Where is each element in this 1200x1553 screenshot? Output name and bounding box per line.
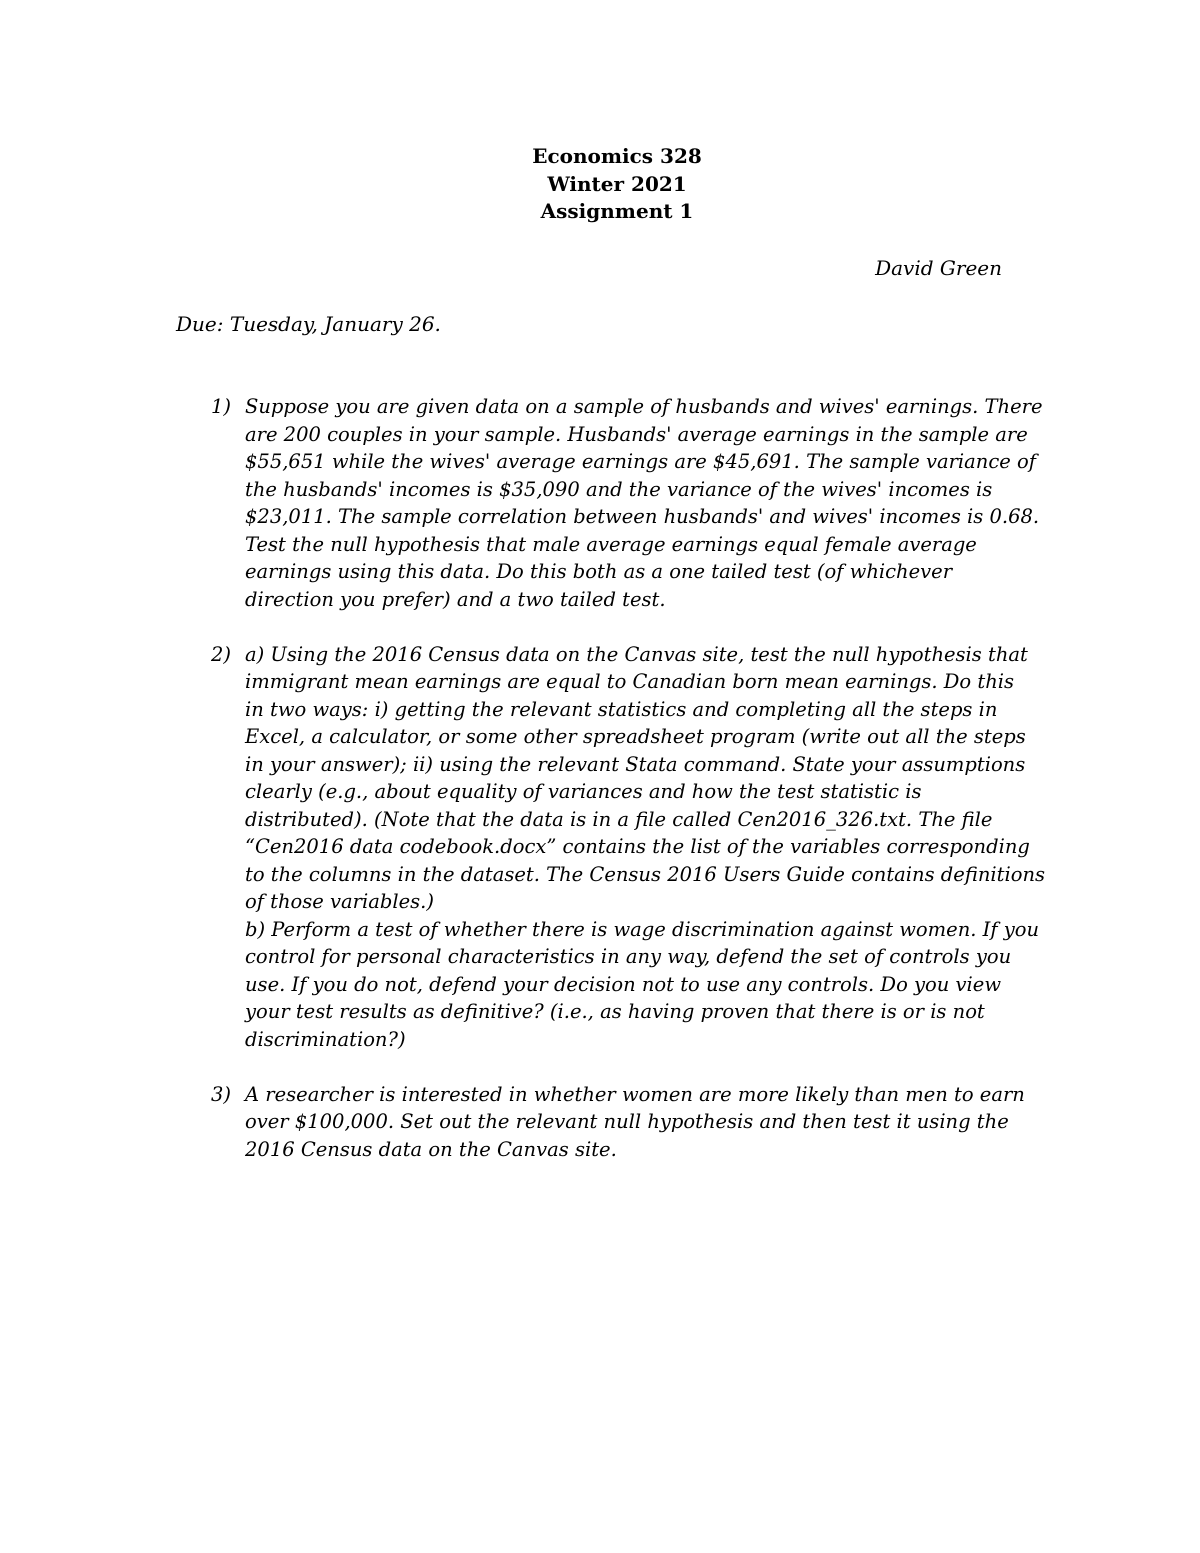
question-2 <box>0 641 1046 1054</box>
question-text-line: Excel, a calculator, or some other spreadsheet program (write out all the steps <box>245 725 1026 748</box>
question-text-line: your test results as definitive? (i.e., as having proven that there is or is not <box>245 1000 985 1023</box>
question-text-line: A researcher is interested in whether women are more likely than men to earn <box>245 1082 1025 1106</box>
question-list <box>0 393 1200 1191</box>
question-text-line: distributed). (Note that the data is in a file called Cen2016_326.txt. The file <box>245 807 993 831</box>
assignment-title: Assignment 1 <box>540 199 694 223</box>
question-text-line: earnings using this data. Do this both as a one tailed test (of whichever <box>245 560 953 583</box>
question-text-line: over $100,000. Set out the relevant null hypothesis and then test it using the <box>245 1110 1009 1133</box>
question-text-line: $55,651 while the wives' average earnings are $45,691. The sample variance of <box>245 450 1036 473</box>
question-text-line: to the columns in the dataset. The Census 2016 Users Guide contains definitions <box>245 862 1046 886</box>
question-number: 2) <box>211 642 232 666</box>
question-text-line: clearly (e.g., about equality of variances and how the test statistic is <box>245 780 922 803</box>
question-text-line: b) Perform a test of whether there is wage discrimination against women. If you <box>245 917 1040 941</box>
question-text-line: discrimination?) <box>245 1027 406 1051</box>
question-text-line: “Cen2016 data codebook.docx” contains the list of the variables corresponding <box>245 835 1030 858</box>
document-header <box>0 143 1200 226</box>
question-1 <box>0 393 1043 613</box>
question-number: 3) <box>211 1082 232 1106</box>
question-text-line: control for personal characteristics in any way, defend the set of controls you <box>245 945 1012 968</box>
question-3 <box>0 1081 1035 1164</box>
question-number: 1) <box>211 395 232 418</box>
question-text-line: Suppose you are given data on a sample of husbands and wives' earnings. There <box>245 395 1043 418</box>
question-text-line: a) Using the 2016 Census data on the Canvas site, test the null hypothesis that <box>245 642 1028 666</box>
question-text-line: use. If you do not, defend your decision not to use any controls. Do you view <box>245 972 1002 996</box>
question-text-line: Test the null hypothesis that male average earnings equal female average <box>245 532 977 556</box>
question-text-line: in two ways: i) getting the relevant statistics and completing all the steps in <box>245 697 998 721</box>
course-title: Economics 328 <box>532 144 702 168</box>
term-title: Winter 2021 <box>547 171 687 196</box>
question-text-line: direction you prefer) and a two tailed test. <box>245 587 666 611</box>
question-text-line: are 200 couples in your sample. Husbands' average earnings in the sample are <box>245 422 1028 446</box>
question-text-line: in your answer); ii) using the relevant Stata command. State your assumptions <box>245 752 1026 776</box>
due-date: Due: Tuesday, January 26. <box>176 312 441 336</box>
question-text-line: 2016 Census data on the Canvas site. <box>245 1137 617 1161</box>
question-text-line: of those variables.) <box>245 890 434 913</box>
question-text-line: immigrant mean earnings are equal to Canadian born mean earnings. Do this <box>245 670 1015 693</box>
author-name: David Green <box>875 256 1002 280</box>
question-text-line: $23,011. The sample correlation between husbands' and wives' incomes is 0.68. <box>245 505 1040 528</box>
question-text-line: the husbands' incomes is $35,090 and the variance of the wives' incomes is <box>245 477 993 501</box>
